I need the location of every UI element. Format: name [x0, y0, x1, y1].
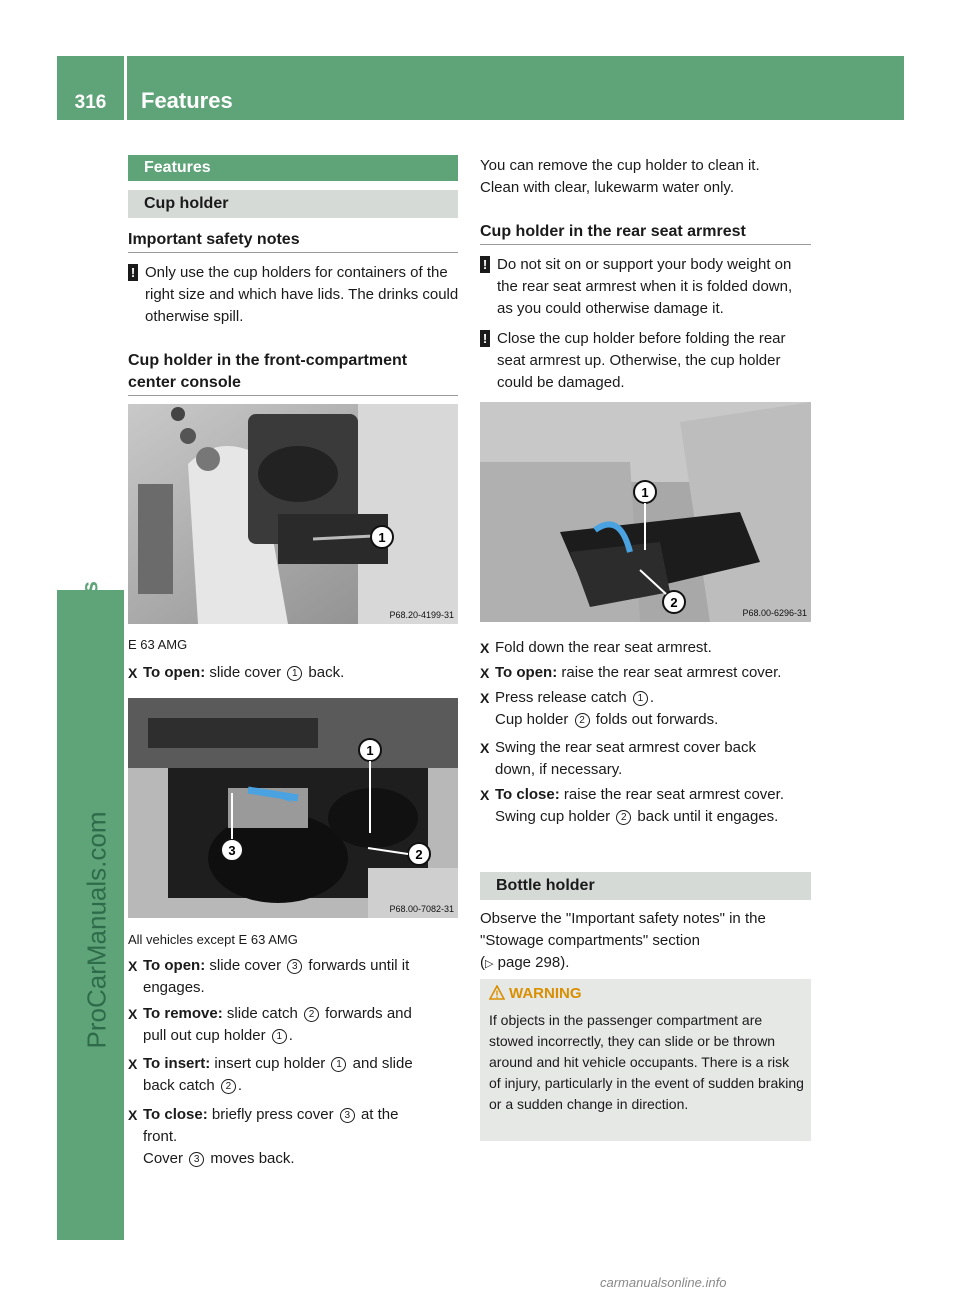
- step-marker-icon: X: [128, 1006, 138, 1022]
- safety-note-text: Only use the cup holders for containers of the right size and which have lids. The drinks could otherwise spill.: [145, 264, 459, 325]
- step-marker-icon: X: [128, 1056, 138, 1072]
- page-number: 316: [74, 92, 107, 113]
- section-bar-bottle-holder: Bottle holder: [480, 872, 811, 900]
- rear-step-open: X To open: raise the rear seat armrest cover.: [480, 662, 826, 684]
- image2-caption: All vehicles except E 63 AMG: [128, 932, 298, 947]
- callout-number: 2: [616, 810, 631, 825]
- front-heading-line1: Cup holder in the front-compartment: [128, 352, 408, 369]
- callout-number: 2: [575, 713, 590, 728]
- rear-armrest-photo: [480, 402, 811, 622]
- svg-text:1: 1: [366, 743, 374, 758]
- page-ref-arrow-icon: ▷: [485, 958, 494, 970]
- warning-triangle-icon: [489, 985, 505, 1006]
- section-bar-cup-holder: Cup holder: [128, 190, 458, 218]
- rear-step-release: X Press release catch 1 . Cup holder 2 folds out forwards.: [480, 689, 719, 728]
- bottle-text-line3: (▷ page 298).: [480, 954, 570, 971]
- callout-number: 1: [287, 666, 302, 681]
- section-bar-features: Features: [128, 155, 458, 181]
- callout-number: 1: [331, 1057, 346, 1072]
- svg-text:2: 2: [670, 595, 678, 610]
- heading-rule: [128, 252, 458, 253]
- rear-note-2: [480, 328, 811, 394]
- rear-step-fold: X Fold down the rear seat armrest.: [480, 637, 826, 659]
- callout-number: 3: [340, 1108, 355, 1123]
- step-marker-icon: X: [480, 690, 490, 706]
- callout-number: 1: [633, 691, 648, 706]
- front-console-photo: [128, 404, 458, 624]
- svg-text:3: 3: [228, 843, 236, 858]
- step-open-e63: X To open: slide cover 1 back.: [128, 662, 344, 684]
- step-marker-icon: X: [480, 740, 490, 756]
- callout-number: 2: [221, 1079, 236, 1094]
- front-heading-line2: center console: [128, 374, 241, 391]
- step-marker-icon: X: [480, 640, 490, 656]
- caution-icon: !: [480, 330, 490, 347]
- step-marker-icon: X: [480, 787, 490, 803]
- image1-caption: E 63 AMG: [128, 637, 188, 652]
- console-cup-holder-photo: [128, 698, 458, 918]
- step-marker-icon: X: [128, 1107, 138, 1123]
- step-marker-icon: X: [128, 958, 138, 974]
- bottle-text-line2: "Stowage compartments" section: [480, 932, 700, 949]
- rear-heading: Cup holder in the rear seat armrest: [480, 223, 746, 240]
- rear-step-close: X To close: raise the rear seat armrest cover. Swing cup holder 2 back until it engages.: [480, 786, 784, 825]
- callout-number: 3: [287, 959, 302, 974]
- callout-number: 2: [304, 1007, 319, 1022]
- rear-note-2-text: Close the cup holder before folding the rear seat armrest up. Otherwise, the cup holder could be damaged.: [497, 330, 786, 391]
- safety-note: [128, 262, 461, 328]
- step-marker-icon: X: [128, 665, 138, 681]
- caution-icon: !: [480, 256, 490, 273]
- step-open: X To open: slide cover 3 forwards until it engages.: [128, 957, 410, 996]
- svg-text:2: 2: [415, 847, 423, 862]
- image-code: P68.00-6296-31: [742, 608, 807, 618]
- step-marker-icon: X: [480, 665, 490, 681]
- header-divider: [124, 56, 127, 120]
- intro-line2: Clean with clear, lukewarm water only.: [480, 179, 734, 196]
- intro-line1: You can remove the cup holder to clean it.: [480, 157, 760, 174]
- step-close: X To close: briefly press cover 3 at the front. Cover 3 moves back.: [128, 1106, 399, 1167]
- callout-number: 1: [272, 1029, 287, 1044]
- image-code: P68.20-4199-31: [389, 610, 454, 620]
- rear-note-1: [480, 254, 811, 320]
- rear-note-1-text: Do not sit on or support your body weight on the rear seat armrest when it is folded down, as you could otherwise damage it.: [497, 256, 793, 317]
- heading-rule: [128, 395, 458, 396]
- step-remove: X To remove: slide catch 2 forwards and pull out cup holder 1 .: [128, 1005, 412, 1044]
- bottle-text-line1: Observe the "Important safety notes" in the: [480, 910, 766, 927]
- svg-text:1: 1: [641, 485, 649, 500]
- rear-step-swing: X Swing the rear seat armrest cover back down, if necessary.: [480, 739, 756, 778]
- warning-text: If objects in the passenger compartment are stowed incorrectly, they can slide or be thrown around and hit vehicle occupants. There is a risk of injury, particularly in the event of sudden braking or a sudden change in direction.: [489, 1012, 804, 1112]
- caution-icon: !: [128, 264, 138, 281]
- footer-watermark: carmanualsonline.info: [600, 1275, 727, 1290]
- step-insert: X To insert: insert cup holder 1 and slide back catch 2 .: [128, 1055, 413, 1094]
- image-code: P68.00-7082-31: [389, 904, 454, 914]
- page-header-title: Features: [141, 88, 233, 113]
- page-ref-link[interactable]: page 298).: [497, 954, 570, 971]
- callout-number: 3: [189, 1152, 204, 1167]
- heading-rule: [480, 244, 811, 245]
- safety-heading: Important safety notes: [128, 231, 300, 248]
- side-watermark: ProCarManuals.com: [81, 811, 112, 1049]
- svg-text:1: 1: [378, 530, 386, 545]
- side-tab-label: Stowage and features: [76, 581, 103, 819]
- warning-title: WARNING: [509, 985, 582, 1002]
